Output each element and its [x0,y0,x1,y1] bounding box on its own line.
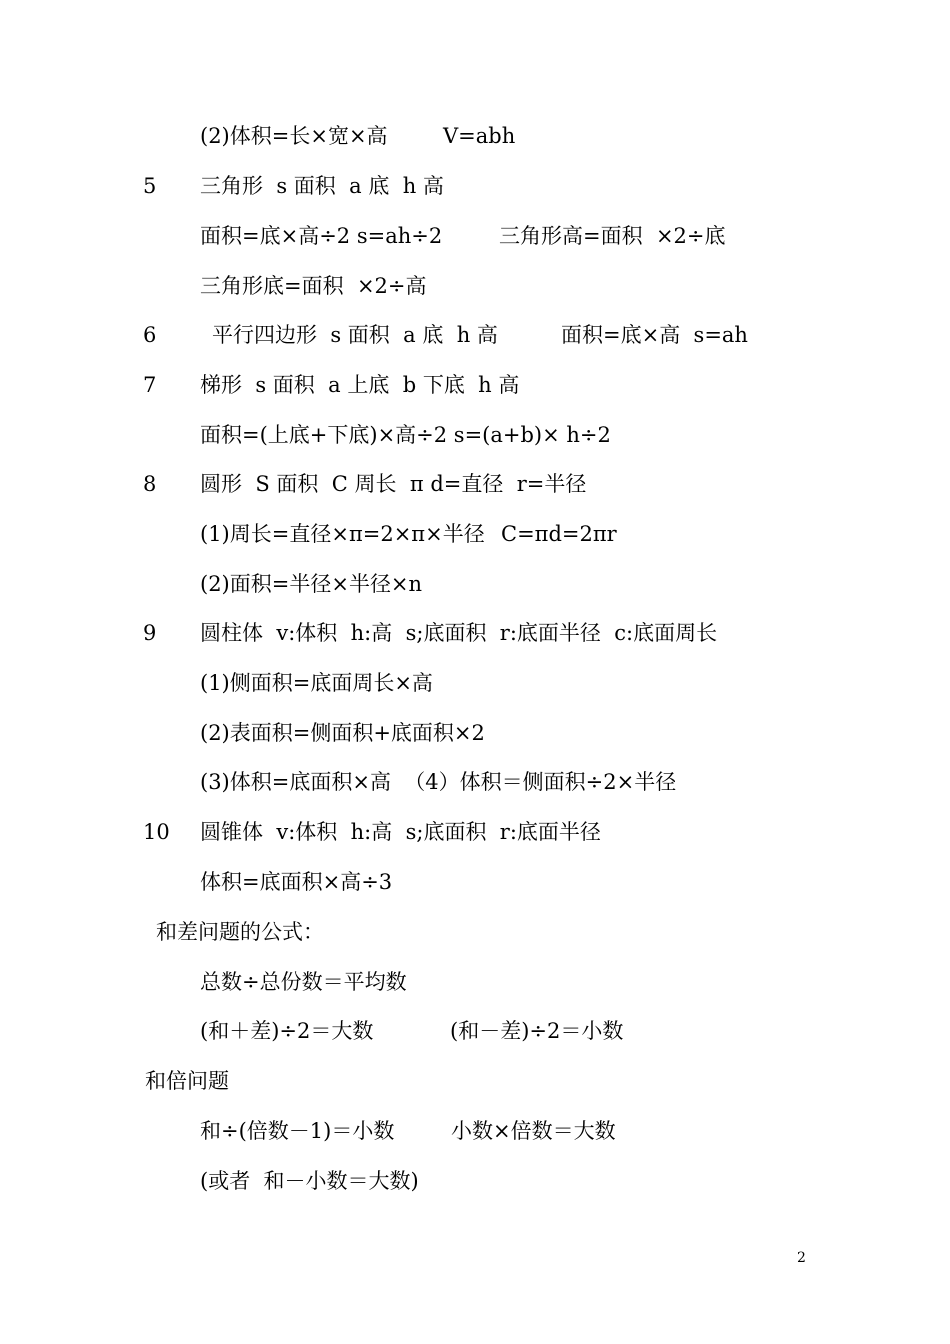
trapezoid-area-formula: 面积=(上底+下底)×高÷2 s=(a+b)× h÷2 [200,423,611,447]
cylinder-heading: 圆柱体 v:体积 h:高 s;底面积 r:底面半径 c:底面周长 [200,621,718,645]
cylinder-lateral-area-formula: (1)侧面积=底面周长×高 [200,671,433,695]
triangle-height-formula: 三角形高=面积 ×2÷底 [499,224,726,248]
sum-multiple-large-formula: 小数×倍数＝大数 [451,1119,616,1143]
item-number-8: 8 [143,472,157,496]
item-number-9: 9 [143,621,157,645]
item-number-5: 5 [143,174,157,198]
item-number-7: 7 [143,373,157,397]
page-number: 2 [797,1250,806,1266]
trapezoid-heading: 梯形 s 面积 a 上底 b 下底 h 高 [200,373,520,397]
sum-multiple-alternative: (或者 和－小数＝大数) [200,1169,419,1193]
average-formula: 总数÷总份数＝平均数 [200,970,407,994]
parallelogram-heading: 平行四边形 s 面积 a 底 h 高 [212,323,498,347]
larger-number-formula: (和＋差)÷2＝大数 [200,1019,374,1043]
cylinder-volume-formula: (3)体积=底面积×高 （4）体积＝侧面积÷2×半径 [200,770,677,794]
sum-difference-heading: 和差问题的公式： [156,920,324,944]
cone-volume-formula: 体积=底面积×高÷3 [200,870,393,894]
circle-heading: 圆形 S 面积 C 周长 π d=直径 r=半径 [200,472,587,496]
triangle-area-formula: 面积=底×高÷2 s=ah÷2 [200,224,443,248]
cylinder-surface-area-formula: (2)表面积=侧面积+底面积×2 [200,721,485,745]
smaller-number-formula: (和－差)÷2＝小数 [450,1019,624,1043]
item-number-10: 10 [143,820,170,844]
sum-multiple-small-formula: 和÷(倍数－1)＝小数 [200,1119,395,1143]
triangle-heading: 三角形 s 面积 a 底 h 高 [200,174,444,198]
formula-cuboid-volume: (2)体积=长×宽×高 [200,124,388,148]
item-number-6: 6 [143,323,157,347]
circle-circumference-formula: (1)周长=直径×π=2×π×半径 [200,522,485,546]
parallelogram-area-formula: 面积=底×高 s=ah [561,323,748,347]
triangle-base-formula: 三角形底=面积 ×2÷高 [200,274,427,298]
circle-circumference-symbolic: C=πd=2πr [501,522,617,546]
cone-heading: 圆锥体 v:体积 h:高 s;底面积 r:底面半径 [200,820,601,844]
circle-area-formula: (2)面积=半径×半径×n [200,572,423,596]
formula-cuboid-volume-symbolic: V=abh [443,124,516,148]
sum-multiple-heading: 和倍问题 [145,1069,229,1093]
